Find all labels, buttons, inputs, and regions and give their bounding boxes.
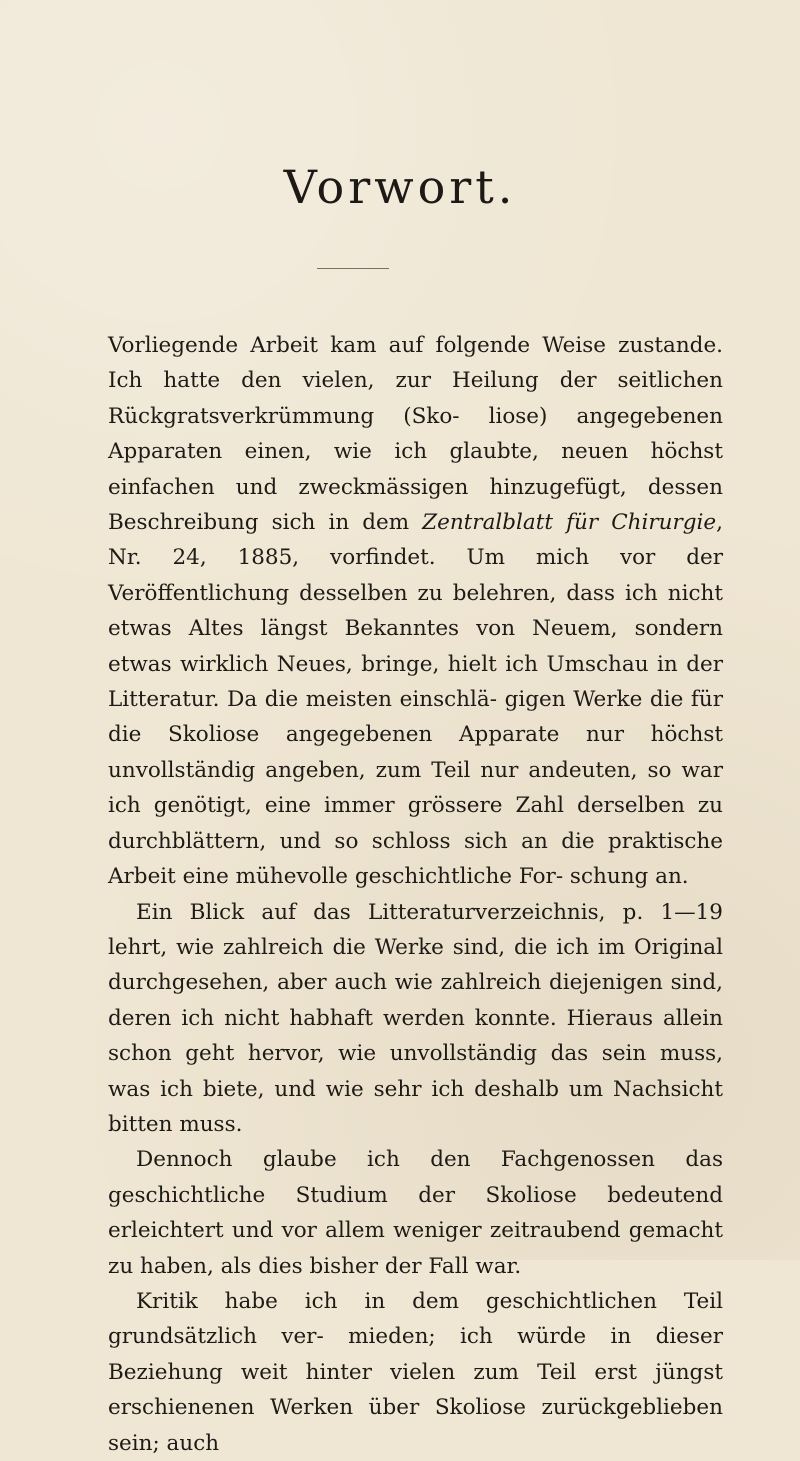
paragraph-1-part-2: , Nr. 24, 1885, vorfindet. Um mich vor der Veröffentlichung desselben zu belehren, dass ich nicht etwas Altes längst Bekanntes von Neuem, sondern etwas wirklich Neues, bringe, hielt ich Umschau in der Litteratur. Da die meisten einschlä- gigen Werke die für die Skoliose angegebenen Apparate nur höchst unvollständig angeben, zum Teil nur andeuten, so war ich genötigt, eine immer grössere Zahl derselben zu durchblättern, und so schloss sich an die praktische Arbeit eine mühevolle geschichtliche For- schung an. <box>108 510 723 890</box>
page-title: Vorwort. <box>283 160 517 214</box>
paragraph-1-part-1: Vorliegende Arbeit kam auf folgende Weise zustande. Ich hatte den vielen, zur Heilung der seitlichen Rückgratsverkrümmung (Sko- liose) angegebenen Apparaten einen, wie ich glaubte, neuen höchst einfachen und zweckmässigen hinzugefügt, dessen Beschreibung sich in dem <box>108 333 723 536</box>
paragraph-3: Dennoch glaube ich den Fachgenossen das geschichtliche Studium der Skoliose bedeutend erleichtert und vor allem weniger zeitraubend gemacht zu haben, als dies bisher der Fall war. <box>108 1147 723 1279</box>
paragraph-4: Kritik habe ich in dem geschichtlichen Teil grundsätzlich ver- mieden; ich würde in dieser Beziehung weit hinter vielen zum Teil erst jüngst erschienenen Werken über Skoliose zurückgeblieben sein; auch <box>108 1288 723 1456</box>
title-divider <box>317 268 389 269</box>
paragraph-2: Ein Blick auf das Litteraturverzeichnis, p. 1—19 lehrt, wie zahlreich die Werke sind, die ich im Original durchgesehen, aber auch wie zahlreich diejenigen sind, deren ich nicht habhaft werden konnte. Hieraus allein schon geht hervor, wie unvollständig das sein muss, was ich biete, und wie sehr ich deshalb um Nachsicht bitten muss. <box>108 899 723 1137</box>
paragraph-1 <box>108 328 723 895</box>
journal-title: Zentralblatt für Chirurgie <box>422 510 717 536</box>
body-text <box>108 328 723 1461</box>
